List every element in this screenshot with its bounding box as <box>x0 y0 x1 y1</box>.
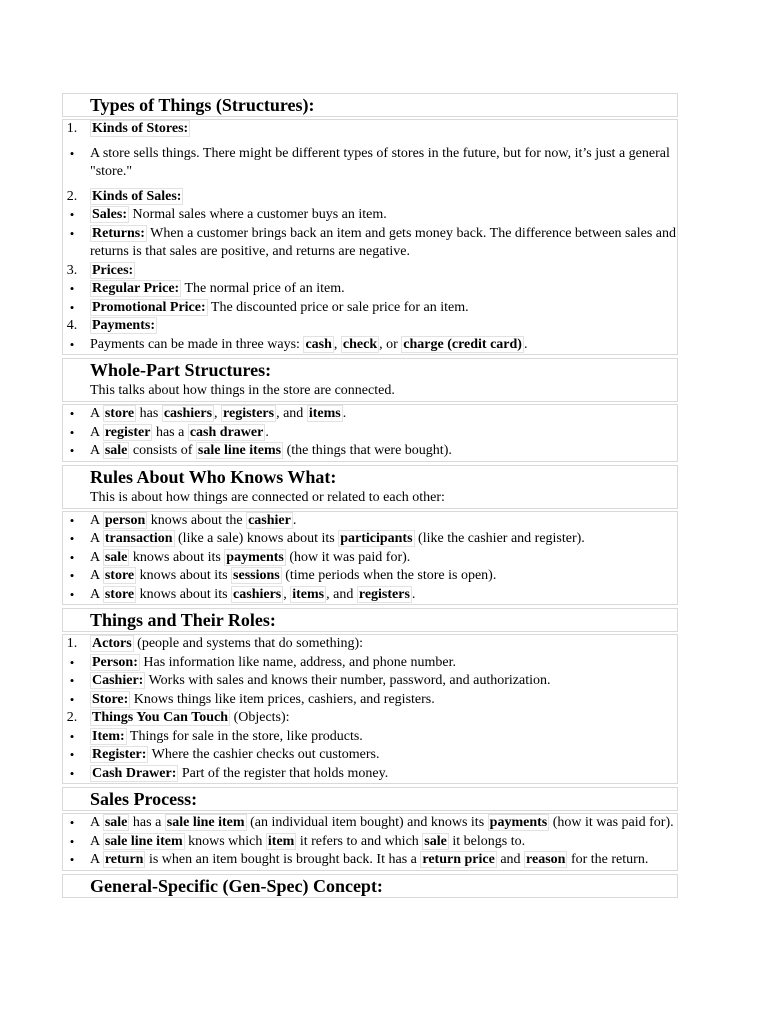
text-segment: , or <box>379 336 402 352</box>
text-segment: Normal sales where a customer buys an item. <box>129 207 387 222</box>
section-heading: Sales Process: <box>90 789 198 809</box>
bullet-marker: • <box>69 728 75 744</box>
text-segment: , <box>333 336 341 352</box>
numbered-item <box>63 635 677 654</box>
bullet-item <box>63 549 677 568</box>
bullet-marker: • <box>69 654 75 670</box>
text-segment: it belongs to. <box>448 833 526 849</box>
numbered-item <box>63 317 677 336</box>
bullet-marker: • <box>69 765 75 781</box>
bullet-item <box>63 567 677 586</box>
text-segment: Part of the register that holds money. <box>178 765 389 781</box>
bold-term: payments <box>489 815 548 830</box>
bullet-item <box>63 512 677 531</box>
bold-term: Actors <box>92 636 132 651</box>
bold-term: sale line item <box>166 815 245 830</box>
section-heading: Types of Things (Structures): <box>90 95 315 115</box>
section-heading: Rules About Who Knows What: <box>90 466 337 487</box>
section-list <box>62 404 678 462</box>
bold-term: Things You Can Touch <box>92 710 229 725</box>
section-list <box>62 511 678 606</box>
text-segment: Works with sales and knows their number, password, and authorization. <box>145 673 551 688</box>
numbered-item <box>63 188 677 207</box>
bold-term: store <box>104 586 135 602</box>
text-segment: for the return. <box>567 852 649 867</box>
list-number: 4. <box>66 318 78 333</box>
numbered-item <box>63 120 677 139</box>
text-segment: A <box>90 531 103 546</box>
bullet-item <box>63 765 677 784</box>
bullet-item <box>63 145 677 182</box>
bold-term: registers <box>358 586 410 602</box>
bold-term: sale line item <box>104 833 183 849</box>
text-segment: (Objects): <box>230 710 290 725</box>
bullet-item <box>63 586 677 605</box>
text-segment: (people and systems that do something): <box>133 636 364 651</box>
bullet-item <box>63 833 677 852</box>
bold-term: sale <box>104 443 128 458</box>
bold-term: store <box>104 568 135 583</box>
bullet-marker: • <box>69 549 75 565</box>
text-segment: knows about its <box>129 549 225 565</box>
bullet-item <box>63 336 677 355</box>
section-heading: Whole-Part Structures: <box>90 360 272 380</box>
bullet-marker: • <box>69 299 75 315</box>
section-header <box>62 465 678 509</box>
list-number: 1. <box>66 636 78 651</box>
bullet-marker: • <box>69 443 75 458</box>
bullet-marker: • <box>69 207 75 222</box>
text-segment: (the things that were bought). <box>283 443 452 458</box>
bullet-marker: • <box>69 225 75 241</box>
text-segment: A <box>90 852 103 867</box>
bold-term: Kinds of Stores: <box>92 121 189 136</box>
bullet-marker: • <box>69 568 75 583</box>
bold-term: sessions <box>233 568 280 583</box>
bold-term: Register: <box>92 747 147 762</box>
list-number: 3. <box>66 262 78 278</box>
bullet-marker: • <box>69 673 75 688</box>
bullet-item <box>63 225 677 262</box>
bullet-marker: • <box>69 512 75 528</box>
text-segment: . <box>292 512 297 528</box>
bold-term: register <box>104 424 151 440</box>
bold-term: Prices: <box>92 262 134 278</box>
text-segment: A <box>90 815 103 830</box>
bold-term: Sales: <box>92 207 127 222</box>
text-segment: A <box>90 833 103 849</box>
bold-term: payments <box>226 549 284 565</box>
section-list <box>62 813 678 871</box>
bold-term: item <box>267 833 295 849</box>
text-segment: Payments can be made in three ways: <box>90 336 304 352</box>
section-header <box>62 874 678 898</box>
bold-term: cashier <box>248 512 291 528</box>
text-segment: Knows things like item prices, cashiers, and registers. <box>130 691 435 707</box>
bullet-item <box>63 851 677 870</box>
bold-term: reason <box>526 852 566 867</box>
bullet-marker: • <box>69 852 75 867</box>
text-segment: knows about its <box>136 568 232 583</box>
section-header <box>62 93 678 117</box>
bullet-item <box>63 442 677 461</box>
text-segment: , and <box>276 406 307 421</box>
numbered-item <box>63 709 677 728</box>
bold-term: cashiers <box>163 406 213 421</box>
text-segment: A <box>90 443 103 458</box>
bullet-item <box>63 299 677 318</box>
text-segment: The discounted price or sale price for an item. <box>207 299 469 315</box>
text-segment: (how it was paid for). <box>549 815 674 830</box>
bullet-marker: • <box>69 747 75 762</box>
section-intro: This talks about how things in the store are connected. <box>90 383 395 398</box>
document-body <box>62 93 678 898</box>
bold-term: Returns: <box>92 225 145 241</box>
text-segment: . <box>523 336 528 352</box>
bullet-item <box>63 654 677 673</box>
bullet-marker: • <box>69 586 75 602</box>
bold-term: Person: <box>92 654 138 670</box>
bullet-item <box>63 530 677 549</box>
bold-term: store <box>104 406 135 421</box>
bullet-marker: • <box>69 691 75 707</box>
text-segment: has a <box>129 815 165 830</box>
text-segment: A <box>90 568 103 583</box>
bullet-marker: • <box>69 531 75 546</box>
section-intro: This is about how things are connected or related to each other: <box>90 489 445 505</box>
bold-term: Cash Drawer: <box>92 765 177 781</box>
bullet-marker: • <box>69 424 75 440</box>
bold-term: Cashier: <box>92 673 144 688</box>
bullet-item <box>63 424 677 443</box>
text-segment: A <box>90 424 103 440</box>
bullet-marker: • <box>69 833 75 849</box>
bullet-marker: • <box>69 281 75 296</box>
bold-term: Payments: <box>92 318 155 333</box>
text-segment: Has information like name, address, and phone number. <box>139 654 456 670</box>
text-segment: Things for sale in the store, like products. <box>126 728 363 744</box>
bullet-item <box>63 672 677 691</box>
list-number: 2. <box>66 710 78 725</box>
text-segment: knows about the <box>147 512 247 528</box>
text-segment: , and <box>326 586 357 602</box>
text-segment: A <box>90 512 103 528</box>
bold-term: charge (credit card) <box>403 336 522 352</box>
bold-term: check <box>342 336 378 352</box>
text-segment: has a <box>152 424 188 440</box>
bold-term: sale <box>424 833 447 849</box>
bullet-item <box>63 280 677 299</box>
text-segment: A <box>90 549 103 565</box>
bold-term: participants <box>340 531 413 546</box>
bold-term: transaction <box>104 531 173 546</box>
bullet-marker: • <box>69 336 75 352</box>
text-segment: , <box>214 406 222 421</box>
bold-term: sale <box>104 549 128 565</box>
section-list <box>62 634 678 784</box>
text-segment: The normal price of an item. <box>181 281 345 296</box>
bold-term: Regular Price: <box>92 281 180 296</box>
text-segment: , <box>283 586 291 602</box>
section-header <box>62 608 678 632</box>
bold-term: Item: <box>92 728 125 744</box>
section-header <box>62 358 678 402</box>
bold-term: Promotional Price: <box>92 299 206 315</box>
bullet-marker: • <box>69 406 75 421</box>
text-segment: When a customer brings back an item and gets money back. The difference between sales and returns is that sales are positive, and returns are negative. <box>90 225 676 259</box>
bullet-marker: • <box>69 815 75 830</box>
bold-term: sale <box>104 815 128 830</box>
text-segment: and <box>496 852 525 867</box>
text-segment: (an individual item bought) and knows its <box>246 815 488 830</box>
text-segment: it refers to and which <box>296 833 423 849</box>
section-heading: Things and Their Roles: <box>90 610 276 630</box>
bold-term: return price <box>422 852 495 867</box>
text-segment: . <box>411 586 416 602</box>
bold-term: registers <box>223 406 275 421</box>
section-heading: General-Specific (Gen-Spec) Concept: <box>90 875 383 896</box>
bold-term: return <box>104 852 144 867</box>
text-segment: (like a sale) knows about its <box>174 531 339 546</box>
bullet-item <box>63 728 677 747</box>
text-segment: . <box>342 406 347 421</box>
list-number: 2. <box>66 188 78 204</box>
text-segment: . <box>265 424 269 440</box>
bold-term: cashiers <box>233 586 282 602</box>
bold-term: cash <box>305 336 332 352</box>
bold-term: cash drawer <box>189 424 264 440</box>
bullet-item <box>63 405 677 424</box>
bold-term: sale line items <box>197 443 282 458</box>
section-list <box>62 119 678 355</box>
text-segment: (how it was paid for). <box>285 549 411 565</box>
bold-term: Store: <box>92 691 129 707</box>
text-segment: A store sells things. There might be different types of stores in the future, but for now, it’s just a general "store." <box>90 145 670 179</box>
text-segment: consists of <box>129 443 196 458</box>
text-segment: A <box>90 406 103 421</box>
text-segment: (time periods when the store is open). <box>281 568 497 583</box>
bullet-item <box>63 814 677 833</box>
bold-term: person <box>104 512 146 528</box>
section-header <box>62 787 678 811</box>
text-segment: is when an item bought is brought back. It has a <box>145 852 421 867</box>
text-segment: has <box>136 406 162 421</box>
bold-term: Kinds of Sales: <box>92 188 182 204</box>
bullet-marker: • <box>69 145 75 161</box>
text-segment: (like the cashier and register). <box>414 531 585 546</box>
text-segment: knows which <box>184 833 266 849</box>
numbered-item <box>63 262 677 281</box>
bullet-item <box>63 746 677 765</box>
list-number: 1. <box>66 121 78 136</box>
bold-term: items <box>308 406 341 421</box>
bullet-item <box>63 206 677 225</box>
text-segment: knows about its <box>136 586 232 602</box>
bullet-item <box>63 691 677 710</box>
text-segment: Where the cashier checks out customers. <box>148 747 380 762</box>
bold-term: items <box>292 586 325 602</box>
text-segment: A <box>90 586 103 602</box>
